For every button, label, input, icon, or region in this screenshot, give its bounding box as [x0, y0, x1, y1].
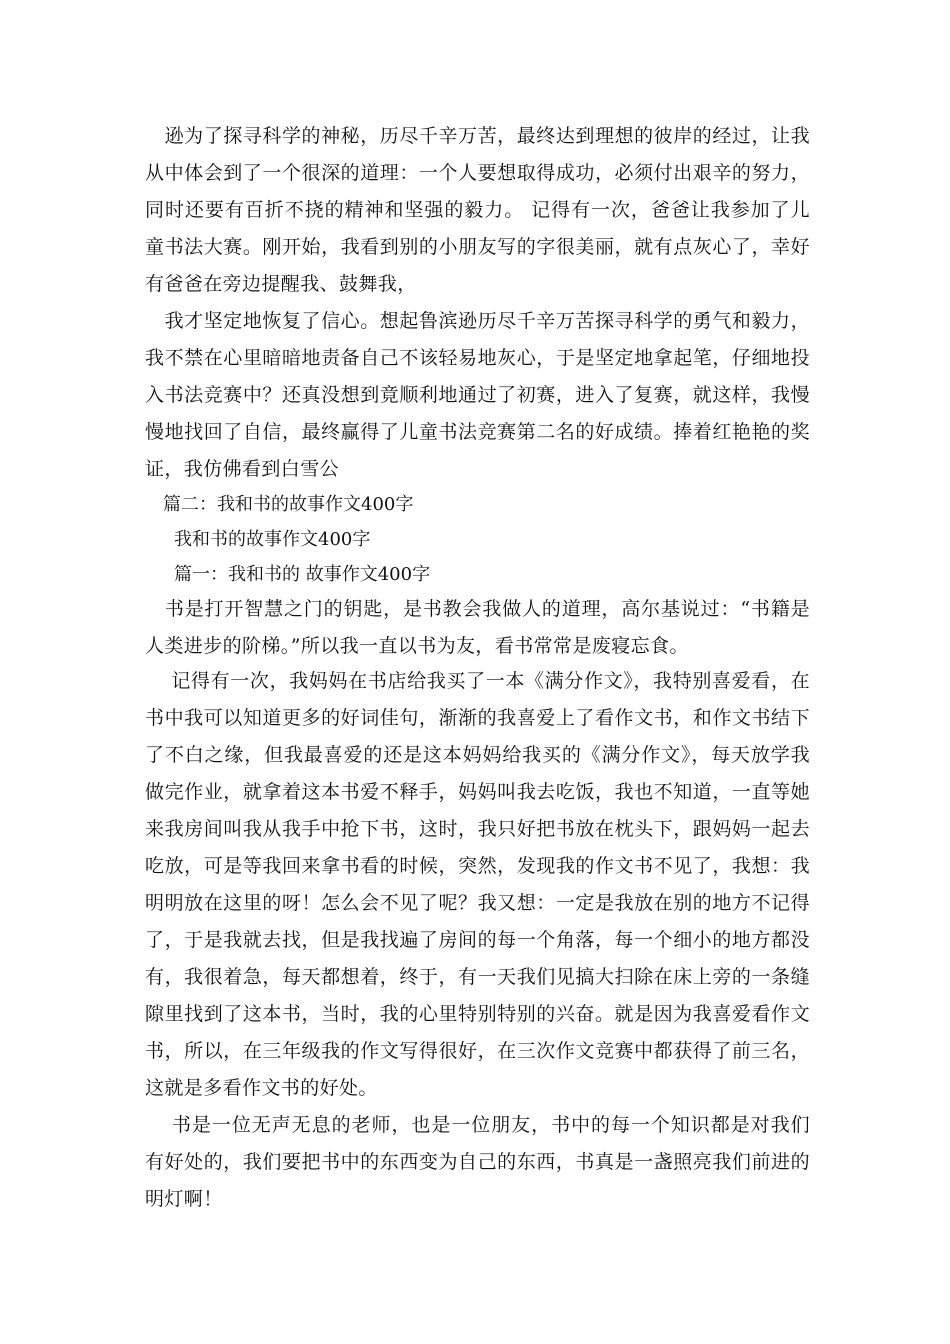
paragraph: 逊为了探寻科学的神秘，历尽千辛万苦，最终达到理想的彼岸的经过，让我从中体会到了一个很深的道理：一个人要想取得成功，必须付出艰辛的努力，同时还要有百折不挠的精神和坚强的毅力。 记得有一次，爸爸让我参加了儿童书法大赛。刚开始，我看到别的小朋友写的字很美丽，就有点灰心了，幸好有爸爸在旁边提醒我、鼓舞我，: [145, 125, 810, 295]
paragraph: 我才坚定地恢复了信心。想起鲁滨逊历尽千辛万苦探寻科学的勇气和毅力，我不禁在心里暗暗地责备自己不该轻易地灰心，于是坚定地拿起笔，仔细地投入书法竞赛中？还真没想到竟顺利地通过了初赛，进入了复赛，就这样，我慢慢地找回了自信，最终赢得了儿童书法竞赛第二名的好成绩。捧着红艳艳的奖证，我仿佛看到白雪公: [145, 310, 810, 480]
paragraph: 书是一位无声无息的老师，也是一位朋友，书中的每一个知识都是对我们有好处的，我们要把书中的东西变为自己的东西，书真是一盏照亮我们前进的明灯啊！: [145, 1114, 810, 1210]
section-subheading: 篇一：我和书的 故事作文400字: [174, 564, 431, 585]
section-title: 我和书的故事作文400字: [174, 529, 371, 550]
paragraph: 书是打开智慧之门的钥匙，是书教会我做人的道理，高尔基说过：“书籍是人类进步的阶梯。”所以我一直以书为友，看书常常是废寝忘食。: [145, 598, 810, 657]
section-heading: 篇二：我和书的故事作文400字: [163, 494, 414, 515]
paragraph: 记得有一次，我妈妈在书店给我买了一本《满分作文》，我特别喜爱看，在书中我可以知道更多的好词佳句，渐渐的我喜爱上了看作文书，和作文书结下了不白之缘，但我最喜爱的还是这本妈妈给我买的《满分作文》，每天放学我做完作业，就拿着这本书爱不释手，妈妈叫我去吃饭，我也不知道，一直等她来我房间叫我从我手中抢下书，这时，我只好把书放在枕头下，跟妈妈一起去吃放，可是等我回来拿书看的时候，突然，发现我的作文书不见了，我想：我明明放在这里的呀！怎么会不见了呢？我又想：一定是我放在别的地方不记得了，于是我就去找，但是我找遍了房间的每一个角落，每一个细小的地方都没有，我很着急，每天都想着，终于，有一天我们见搞大扫除在床上旁的一条缝隙里找到了这本书，当时，我的心里特别特别的兴奋。就是因为我喜爱看作文书，所以，在三年级我的作文写得很好，在三次作文竞赛中都获得了前三名，这就是多看作文书的好处。: [145, 670, 810, 1099]
